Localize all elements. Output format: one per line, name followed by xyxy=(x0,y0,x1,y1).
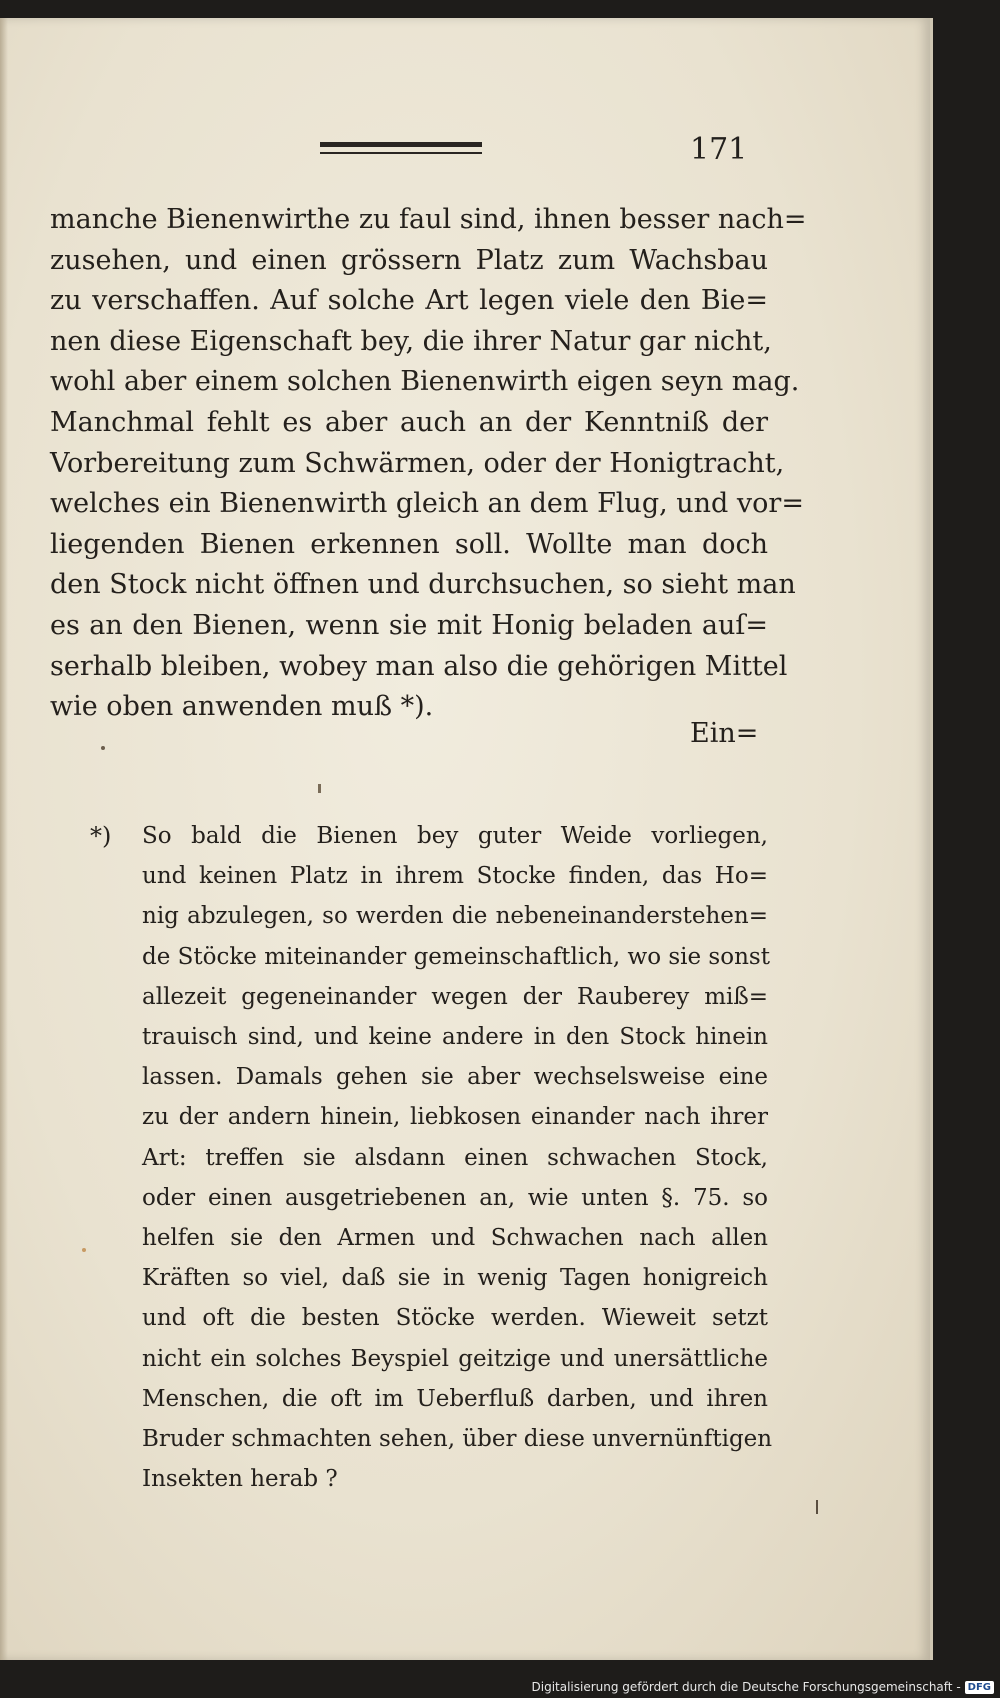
footnote-line: Menschen, die oft im Ueberfluß darben, und ihren xyxy=(142,1385,768,1412)
footnote-line: lassen. Damals gehen sie aber wechselsweise eine xyxy=(142,1064,768,1091)
text-line: zusehen, und einen grössern Platz zum Wachsbau xyxy=(50,244,768,276)
header-rule-thick xyxy=(320,142,482,147)
header-rule-thin xyxy=(320,152,482,154)
footnote-line: de Stöcke miteinander gemeinschaftlich, wo sie sonst xyxy=(142,943,770,970)
text-line: nen diese Eigenschaft bey, die ihrer Natur gar nicht, xyxy=(50,325,772,357)
text-line: liegenden Bienen erkennen soll. Wollte man doch xyxy=(50,528,768,560)
footnote-line: So bald die Bienen bey guter Weide vorliegen, xyxy=(142,823,768,849)
footnote-marker: *) xyxy=(90,822,112,850)
text-line: serhalb bleiben, wobey man also die gehörigen Mittel xyxy=(50,650,788,682)
page-number: 171 xyxy=(690,132,748,167)
text-line: Vorbereitung zum Schwärmen, oder der Honigtracht, xyxy=(50,447,785,479)
footnote-line: zu der andern hinein, liebkosen einander nach ihrer xyxy=(142,1104,768,1131)
footnote-line: nig abzulegen, so werden die nebeneinanderstehen= xyxy=(142,903,768,930)
text-line: welches ein Bienenwirth gleich an dem Flug, und vor= xyxy=(50,488,804,520)
text-line: wohl aber einem solchen Bienenwirth eigen seyn mag. xyxy=(50,366,800,398)
footnote-line: Bruder schmachten sehen, über diese unvernünftigen xyxy=(142,1426,773,1453)
footnote-line: nicht ein solches Beyspiel geitzige und unersättliche xyxy=(142,1345,768,1372)
footnote-block xyxy=(142,816,773,1499)
digitization-credit xyxy=(532,1680,995,1694)
footnote-line: Insekten herab ? xyxy=(142,1466,338,1493)
text-line: manche Bienenwirthe zu faul sind, ihnen besser nach= xyxy=(50,204,807,235)
main-text-block xyxy=(50,200,807,728)
page-gutter-shadow xyxy=(0,18,8,1660)
credit-text: Digitalisierung gefördert durch die Deutsche Forschungsgemeinschaft - xyxy=(531,1680,961,1694)
text-line: Manchmal fehlt es aber auch an der Kenntniß der xyxy=(50,406,768,438)
footnote-line: Kräften so viel, daß sie in wenig Tagen honigreich xyxy=(142,1265,768,1292)
catchword: Ein= xyxy=(690,718,759,749)
footnote-line: trauisch sind, und keine andere in den Stock hinein xyxy=(142,1024,768,1051)
footnote-line: Art: treffen sie alsdann einen schwachen Stock, xyxy=(142,1144,768,1171)
dfg-logo: DFG xyxy=(965,1681,994,1694)
footnote-line: und oft die besten Stöcke werden. Wieweit setzt xyxy=(142,1305,768,1332)
text-line: zu verschaffen. Auf solche Art legen viele den Bie= xyxy=(50,285,768,317)
text-line: es an den Bienen, wenn sie mit Honig beladen auſ= xyxy=(50,609,768,641)
footnote-line: und keinen Platz in ihrem Stocke finden, das Ho= xyxy=(142,863,768,890)
footnote-line: oder einen ausgetriebenen an, wie unten §. 75. so xyxy=(142,1184,768,1211)
text-line: den Stock nicht öffnen und durchsuchen, so sieht man xyxy=(50,569,796,601)
footnote-line: helfen sie den Armen und Schwachen nach allen xyxy=(142,1225,768,1252)
text-line: wie oben anwenden muß *). xyxy=(50,691,434,723)
footnote-line: allezeit gegeneinander wegen der Rauberey miß= xyxy=(142,983,768,1010)
page-header xyxy=(320,132,760,178)
